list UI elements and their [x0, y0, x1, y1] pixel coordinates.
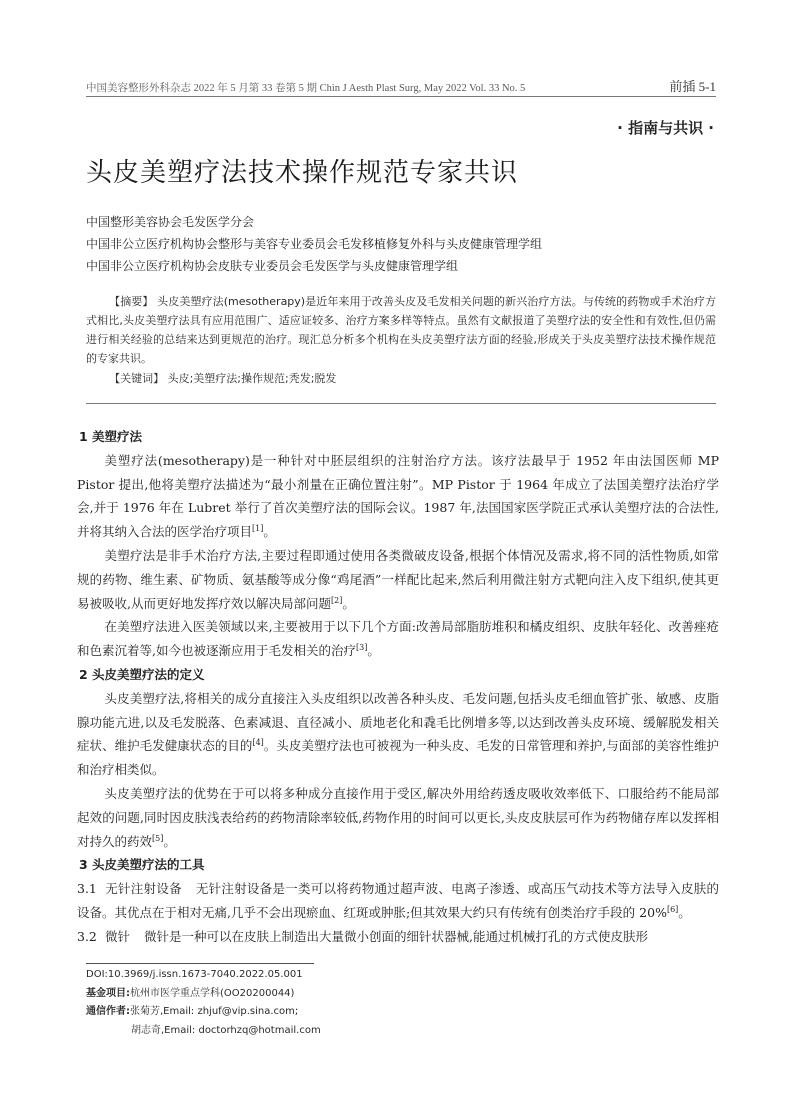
author-affiliation: 中国非公立医疗机构协会皮肤专业委员会毛发医学与头皮健康管理学组	[86, 259, 459, 273]
header-rule	[86, 96, 716, 97]
keywords-label: 【关键词】	[109, 372, 165, 385]
abstract-text: 头皮美塑疗法(mesotherapy)是近年来用于改善头皮及毛发相关问题的新兴治疗方法。与传统的药物或手术治疗方式相比,头皮美塑疗法具有应用范围广、适应证较多、治疗方案多样等特点。虽然有文献报道了美塑疗法的安全性和有效性,但仍需进行相关经验的总结来达到更规范的治疗。现汇总分析多个机构在头皮美塑疗法方面的经验,形成关于头皮美塑疗法技术操作规范的专家共识。	[86, 295, 716, 365]
funding-text: 杭州市医学重点学科(OO20200044)	[130, 987, 295, 999]
subsection-number: 3.2	[77, 928, 97, 944]
column-tag: · 指南与共识 ·	[617, 119, 714, 137]
subsection-title: 无针注射设备	[105, 881, 182, 897]
body-paragraph: 美塑疗法(mesotherapy)是一种针对中胚层组织的注射治疗方法。该疗法最早于 1952 年由法国医师 MP Pistor 提出,他将美塑疗法描述为“最小剂量在正确位置注射”。MP Pistor 于 1964 年成立了法国美塑疗法治疗学会,并于 1976 年在 Lubret 举行了首次美塑疗法的国际会议。1987 年,法国国家医学院正式承认美塑疗法的合法性,并将其纳入合法的医学治疗项目[1]。	[77, 452, 719, 540]
subsection-title: 微针	[105, 928, 131, 944]
running-head	[86, 76, 716, 96]
abstract-label: 【摘要】	[109, 295, 154, 308]
body-paragraph: 头皮美塑疗法的优势在于可以将多种成分直接作用于受区,解决外用给药透皮吸收效率低下、口服给药不能局部起效的问题,同时因皮肤浅表给药的药物清除率较低,药物作用的时间可以更长,头皮皮肤层可作为药物储存库以发挥相对持久的药效[5]。	[77, 785, 719, 849]
citation[interactable]: [5]	[152, 833, 164, 843]
correspondence-author[interactable]: 张菊芳,Email: zhjuf@vip.sina.com;	[130, 1006, 299, 1017]
citation[interactable]: [4]	[252, 738, 264, 748]
section-heading: 3 头皮美塑疗法的工具	[79, 857, 205, 873]
author-list	[86, 211, 716, 277]
funding-line	[86, 985, 716, 1004]
journal-citation: 中国美容整形外科杂志 2022 年 5 月第 33 卷第 5 期 Chin J Aesth Plast Surg, May 2022 Vol. 33 No. 5	[86, 83, 526, 94]
correspondence-line	[86, 1022, 716, 1041]
footnotes	[86, 966, 716, 1040]
footnote-rule	[86, 963, 314, 964]
abstract-paragraph	[86, 292, 716, 368]
doi-line[interactable]: DOI:10.3969/j.issn.1673-7040.2022.05.001	[86, 969, 303, 980]
citation[interactable]: [6]	[666, 904, 679, 914]
subsection-paragraph: 3.1 无针注射设备 无针注射设备是一类可以将药物通过超声波、电离子渗透、或高压气动技术等方法导入皮肤的设备。其优点在于相对无痛,几乎不会出现瘀血、红斑或肿胀;但其效果大约只有传统有创类治疗手段的 20%[6]。	[77, 877, 719, 925]
page-number: 前插 5-1	[669, 79, 716, 94]
section-heading: 2 头皮美塑疗法的定义	[79, 666, 205, 682]
body-paragraph: 美塑疗法是非手术治疗方法,主要过程即通过使用各类微破皮设备,根据个体情况及需求,将不同的活性物质,如常规的药物、维生素、矿物质、氨基酸等成分像“鸡尾酒”一样配比起来,然后利用微注射方式靶向注入皮下组织,使其更易被吸收,从而更好地发挥疗效以解决局部问题[2]。	[77, 547, 719, 611]
keywords-paragraph	[86, 369, 716, 388]
body-paragraph: 在美塑疗法进入医美领域以来,主要被用于以下几个方面:改善局部脂肪堆积和橘皮组织、皮肤年轻化、改善痤疮和色素沉着等,如今也被逐渐应用于毛发相关的治疗[3]。	[77, 619, 719, 659]
citation[interactable]: [3]	[355, 643, 368, 653]
page-title: 头皮美塑疗法技术操作规范专家共识	[86, 158, 519, 188]
citation[interactable]: [2]	[330, 595, 343, 605]
abstract	[86, 292, 716, 388]
subsection-number: 3.1	[77, 881, 97, 897]
citation[interactable]: [1]	[252, 524, 264, 534]
correspondence-label: 通信作者:	[86, 1006, 130, 1017]
body-paragraph: 头皮美塑疗法,将相关的成分直接注入头皮组织以改善各种头皮、毛发问题,包括头皮毛细血管扩张、敏感、皮脂腺功能亢进,以及毛发脱落、色素减退、直径减小、质地老化和毳毛比例增多等,以达到改善头皮环境、缓解脱发相关症状、维护毛发健康状态的目的[4]。头皮美塑疗法也可被视为一种头皮、毛发的日常管理和养护,与面部的美容性维护和治疗相类似。	[77, 690, 719, 778]
abstract-rule	[86, 403, 716, 404]
author-affiliation: 中国非公立医疗机构协会整形与美容专业委员会毛发移植修复外科与头皮健康管理学组	[86, 237, 543, 251]
subsection-paragraph: 3.2 微针 微针是一种可以在皮肤上制造出大量微小创面的细针状器械,能通过机械打孔的方式使皮肤形	[77, 925, 719, 949]
author-affiliation: 中国整形美容协会毛发医学分会	[86, 215, 255, 229]
correspondence-author[interactable]: 胡志奇,Email: doctorhzq@hotmail.com	[131, 1024, 321, 1036]
section-heading: 1 美塑疗法	[79, 429, 143, 444]
main-body	[77, 425, 719, 949]
funding-label: 基金项目:	[86, 987, 130, 999]
correspondence-line	[86, 1003, 716, 1022]
keywords-text: 头皮;美塑疗法;操作规范;秃发;脱发	[167, 372, 337, 385]
